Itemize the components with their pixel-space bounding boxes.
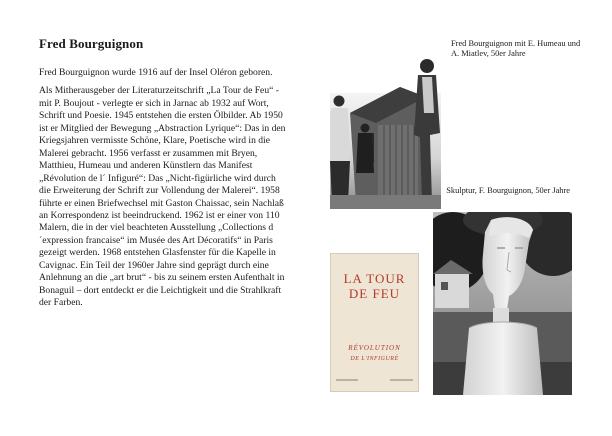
cover-title-line2: DE FEU [348, 286, 401, 301]
cover-title-line1: LA TOUR [343, 271, 406, 286]
sculpture-caption: Skulptur, F. Bourguignon, 50er Jahre [446, 186, 570, 195]
biography-paragraph: Fred Bourguignon wurde 1916 auf der Insel Oléron geboren. [39, 67, 273, 78]
cover-subtitle-line1: RÉVOLUTION [348, 344, 401, 352]
group-photo [330, 53, 441, 209]
sculpture-photo [433, 212, 572, 395]
cover-subtitle-line2: DE L'INFIGURÉ [350, 356, 399, 362]
book-cover [330, 253, 419, 392]
biography-text [39, 67, 286, 316]
biography-paragraph: Als Mitherausgeber der Literaturzeitschrift „La Tour de Feu“ - mit P. Boujout - verlegte er sich in Jarnac ab 1932 auf Wort, Schrift und Poesie. 1945 entstehen die ersten Ölbilder. Ab 1950 ist er Mitglied der Bewegung „Abstraction Lyrique“: Das in den Kriegsjahren vermisste Schöne, Klare, Poetische wird in die Malerei gebracht. 1956 verfasst er zusammen mit Bryen, Matthieu, Humeau und anderen Künstlern das Manifest „Révolution de l´ Infiguré“: Das „Nicht-figürliche wird durch die Erweiterung der Schrift zur Vollendung der Malerei“. 1958 führte er einen Briefwechsel mit Gaston Chaissac, sein Nachlaß an Korrespondenz ist beeindruckend. 1962 ist er einer von 110 Malern, die in der viel beachteten Ausstellung „Collections d´expression francaise“ im Musée des Art Décoratifs“ in Paris gezeigt werden. 1968 entstehen Glasfenster für die Kapelle in Cavignac. Ein Teil der 1960er Jahre sind geprägt durch eine Anlehnung an die „art brut“ - bis zu seinem ersten Aufenthalt in Bonaguil – dort entdeckt er die Leichtigkeit und die Strahlkraft der Farben. [39, 85, 286, 309]
photo-group-caption: Fred Bourguignon mit E. Humeau und A. Miatlev, 50er Jahre [451, 39, 581, 59]
page-title: Fred Bourguignon [39, 36, 144, 51]
